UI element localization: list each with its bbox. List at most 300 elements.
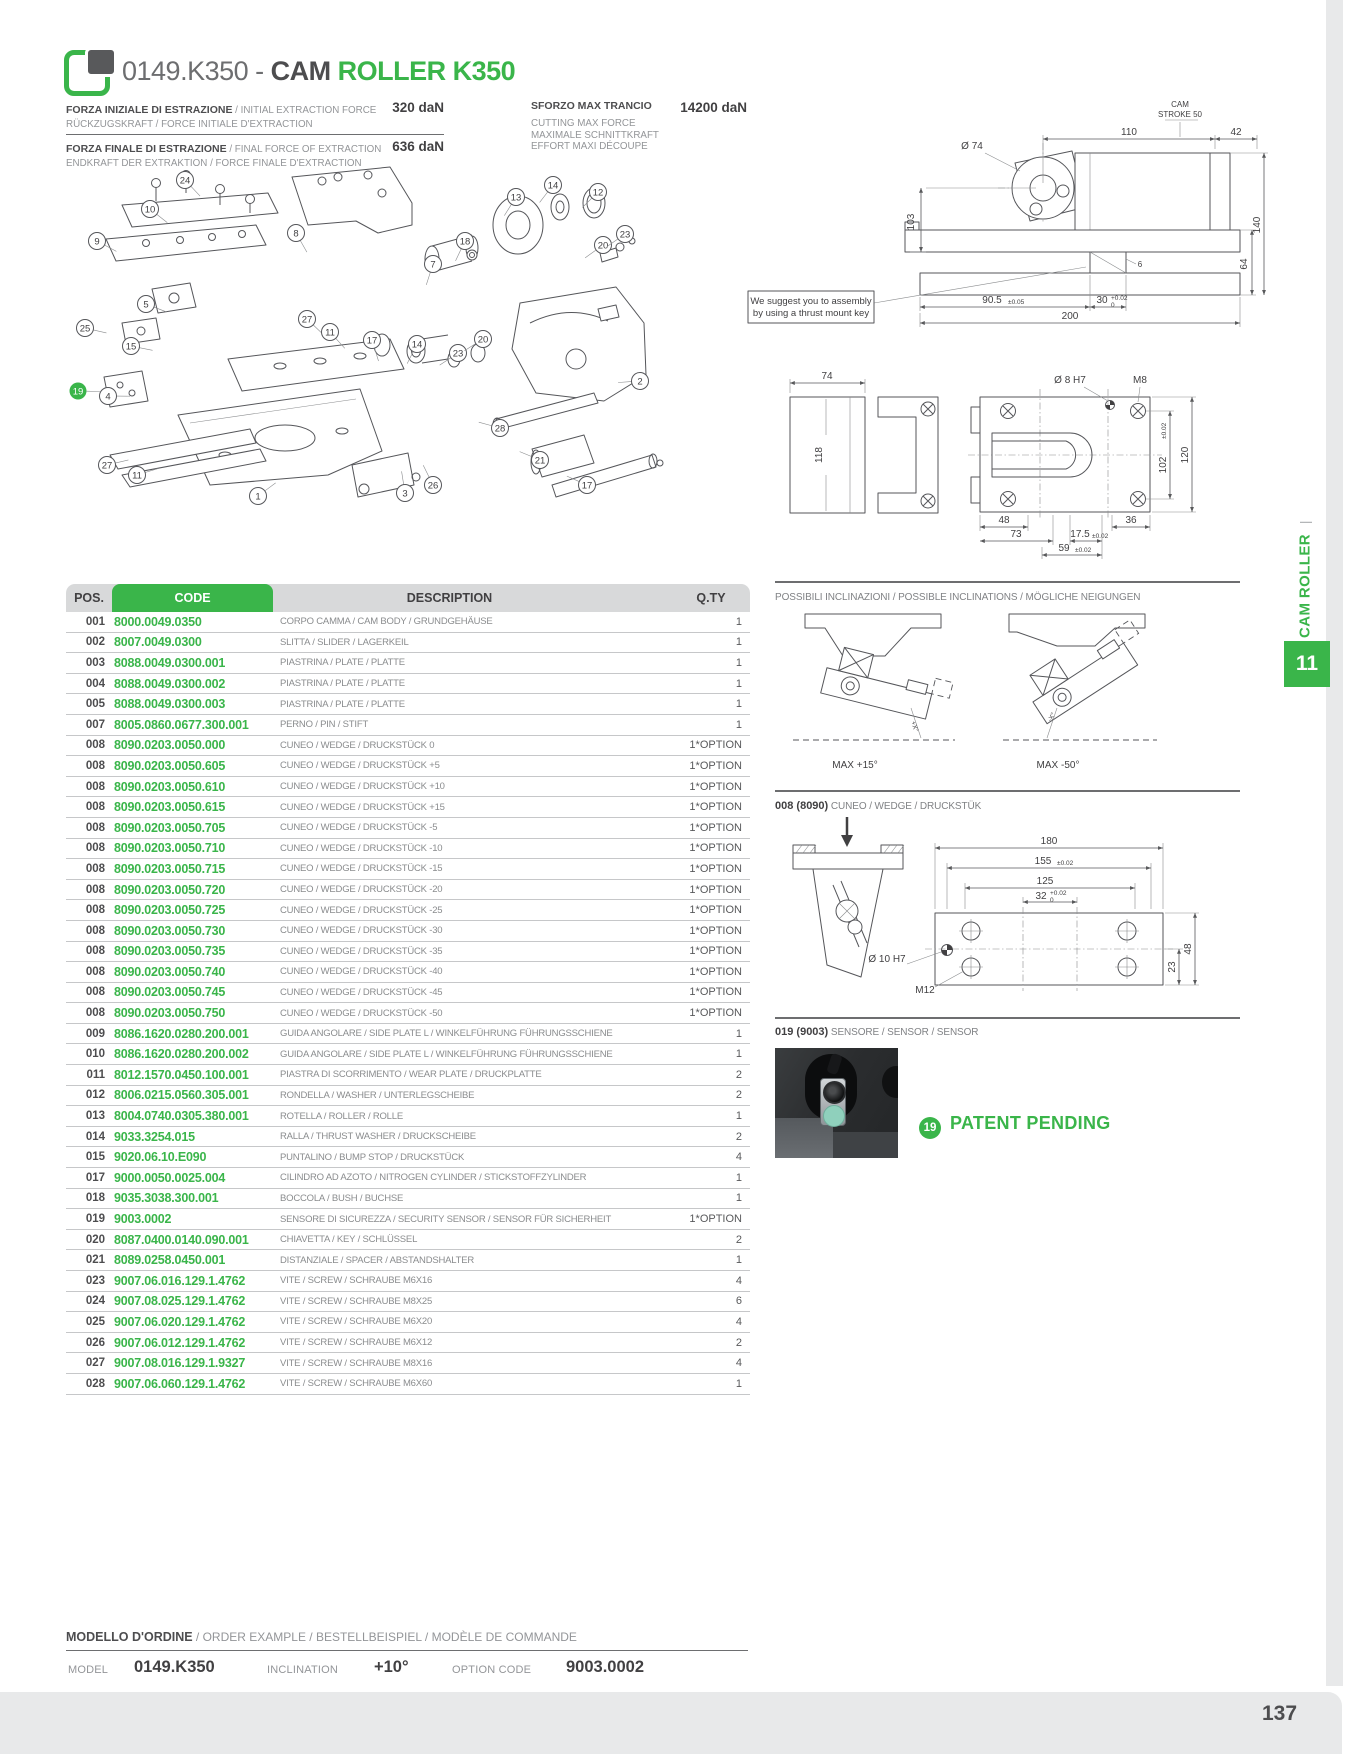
table-row (66, 1250, 750, 1271)
cell-description: RONDELLA / WASHER / UNTERLEGSCHEIBE (280, 1089, 475, 1101)
cell-description: VITE / SCREW / SCHRAUBE M6X12 (280, 1337, 433, 1349)
cell-code: 8090.0203.0050.720 (114, 882, 226, 897)
svg-text:Ø 10 H7: Ø 10 H7 (868, 954, 906, 965)
svg-text:-X°: -X° (1046, 711, 1058, 723)
brand-logo-icon (64, 50, 110, 96)
cell-pos: 018 (85, 1192, 105, 1205)
cell-description: SLITTA / SLIDER / LAGERKEIL (280, 636, 409, 648)
cell-pos: 025 (85, 1315, 105, 1328)
cell-qty: 1*OPTION (689, 986, 742, 999)
header-code: CODE (112, 584, 273, 612)
option-code-label: OPTION CODE (452, 1664, 532, 1676)
cell-code: 8090.0203.0050.730 (114, 923, 226, 938)
order-example-title: MODELLO D'ORDINE / ORDER EXAMPLE / BESTELLBEISPIEL / MODÈLE DE COMMANDE (66, 1630, 577, 1644)
cell-pos: 001 (85, 615, 105, 628)
svg-text:±0.02: ±0.02 (1057, 860, 1074, 867)
table-row (66, 1065, 750, 1086)
cell-code: 8005.0860.0677.300.001 (114, 717, 249, 732)
cell-code: 9007.06.060.129.1.4762 (114, 1376, 246, 1391)
cell-pos: 008 (85, 780, 105, 793)
cell-description: RALLA / THRUST WASHER / DRUCKSCHEIBE (280, 1131, 476, 1143)
table-row (66, 1127, 750, 1148)
page-title: 0149.K350 - CAM ROLLER K350 (122, 56, 516, 86)
table-row (66, 921, 750, 942)
cell-description: CUNEO / WEDGE / DRUCKSTÜCK -20 (280, 884, 443, 896)
cell-description: CUNEO / WEDGE / DRUCKSTÜCK -40 (280, 966, 443, 978)
svg-text:17: 17 (366, 335, 378, 347)
cell-qty: 2 (735, 1233, 742, 1246)
cell-description: PIASTRINA / PLATE / PLATTE (280, 678, 405, 690)
cell-qty: 1 (735, 698, 742, 711)
cell-code: 8086.1620.0280.200.001 (114, 1026, 249, 1041)
svg-text:36: 36 (1125, 515, 1137, 526)
exploded-view-drawing (60, 163, 710, 583)
cell-code: 8090.0203.0050.605 (114, 758, 226, 773)
svg-text:28: 28 (494, 423, 506, 435)
cell-qty: 4 (735, 1315, 742, 1328)
cell-code: 9020.06.10.E090 (114, 1150, 207, 1165)
cell-pos: 008 (85, 1007, 105, 1020)
svg-text:±0.02: ±0.02 (1075, 547, 1092, 554)
cell-pos: 024 (85, 1295, 105, 1308)
extraction-force-specs: FORZA INIZIALE DI ESTRAZIONE / INITIAL EXTRACTION FORCE RÜCKZUGSKRAFT / FORCE INITIALE D'EXTRACTION 320 daN FORZA FINALE DI ESTRAZIONE / FINAL FORCE OF EXTRACTION ENDKRAFT DER EXTRAKTION / FORCE FINALE D'EXTRACTION 636 daN (66, 100, 444, 169)
cell-pos: 003 (85, 656, 105, 669)
sensor-photo (775, 1048, 898, 1158)
option-code-value: 9003.0002 (566, 1658, 644, 1676)
cell-pos: 008 (85, 862, 105, 875)
svg-text:2: 2 (637, 376, 643, 388)
table-row (66, 983, 750, 1004)
initial-force-value: 320 daN (392, 100, 444, 115)
table-row (66, 777, 750, 798)
cell-qty: 6 (735, 1295, 742, 1308)
cell-pos: 008 (85, 924, 105, 937)
table-row (66, 694, 750, 715)
svg-text:30: 30 (1096, 295, 1108, 306)
cell-qty: 4 (735, 1151, 742, 1164)
cell-pos: 008 (85, 945, 105, 958)
cell-qty: 1 (735, 615, 742, 628)
cell-description: PIASTRINA / PLATE / PLATTE (280, 698, 405, 710)
svg-text:9: 9 (94, 236, 100, 248)
cell-code: 8088.0049.0300.003 (114, 697, 226, 712)
cell-code: 8090.0203.0050.715 (114, 861, 226, 876)
sensor-title: 019 (9003) SENSORE / SENSOR / SENSOR (775, 1026, 979, 1038)
cell-code: 8086.1620.0280.200.002 (114, 1047, 249, 1062)
svg-text:8: 8 (293, 228, 299, 240)
svg-text:120: 120 (1180, 446, 1191, 464)
cell-code: 8090.0203.0050.740 (114, 964, 226, 979)
svg-text:6: 6 (1137, 260, 1143, 269)
cell-pos: 004 (85, 677, 105, 690)
svg-text:21: 21 (534, 455, 546, 467)
cell-qty: 1 (735, 1027, 742, 1040)
cell-description: GUIDA ANGOLARE / SIDE PLATE L / WINKELFÜHRUNG FÜHRUNGSSCHIENE (280, 1028, 613, 1040)
cell-qty: 2 (735, 1130, 742, 1143)
cell-pos: 017 (85, 1171, 105, 1184)
table-row (66, 1044, 750, 1065)
model-value: 0149.K350 (134, 1658, 215, 1676)
cell-qty: 1*OPTION (689, 780, 742, 793)
table-row (66, 1374, 750, 1395)
table-row (66, 1189, 750, 1210)
cell-pos: 019 (85, 1213, 105, 1226)
svg-text:48: 48 (1183, 943, 1194, 955)
wedge-drawing (775, 815, 1240, 1015)
cell-pos: 012 (85, 1089, 105, 1102)
cell-qty: 1*OPTION (689, 842, 742, 855)
cell-code: 8006.0215.0560.305.001 (114, 1088, 249, 1103)
cell-pos: 013 (85, 1110, 105, 1123)
svg-text:26: 26 (427, 480, 439, 492)
sensor-green-dot (823, 1105, 845, 1127)
table-row (66, 633, 750, 654)
cell-description: DISTANZIALE / SPACER / ABSTANDSHALTER (280, 1254, 475, 1266)
svg-text:+X°: +X° (909, 720, 920, 733)
cell-code: 8088.0049.0300.001 (114, 655, 226, 670)
cell-code: 9007.08.025.129.1.4762 (114, 1294, 246, 1309)
cell-pos: 008 (85, 801, 105, 814)
cell-code: 8090.0203.0050.610 (114, 779, 226, 794)
svg-text:25: 25 (79, 323, 91, 335)
cell-description: CHIAVETTA / KEY / SCHLÜSSEL (280, 1234, 418, 1246)
svg-text:59: 59 (1058, 543, 1070, 554)
svg-text:11: 11 (132, 470, 142, 482)
cell-pos: 021 (85, 1254, 105, 1267)
cell-description: CUNEO / WEDGE / DRUCKSTÜCK -5 (280, 822, 438, 834)
cell-pos: 011 (86, 1068, 105, 1081)
svg-text:90.5: 90.5 (982, 295, 1002, 306)
svg-text:27: 27 (101, 460, 113, 472)
svg-text:+0.02: +0.02 (1050, 890, 1067, 897)
table-row (66, 900, 750, 921)
cell-qty: 1*OPTION (689, 904, 742, 917)
cell-qty: 1 (735, 718, 742, 731)
max-plus-label: MAX +15° (832, 760, 878, 771)
cell-code: 9000.0050.0025.004 (114, 1170, 226, 1185)
svg-text:Ø 8 H7: Ø 8 H7 (1054, 375, 1086, 386)
table-row (66, 674, 750, 695)
cell-qty: 1*OPTION (689, 801, 742, 814)
cell-pos: 008 (85, 739, 105, 752)
header-qty: Q.TY (696, 591, 726, 605)
cell-description: CUNEO / WEDGE / DRUCKSTÜCK -50 (280, 1007, 443, 1019)
table-row (66, 1003, 750, 1024)
cell-code: 8087.0400.0140.090.001 (114, 1232, 249, 1247)
cell-qty: 1 (735, 1192, 742, 1205)
cell-description: GUIDA ANGOLARE / SIDE PLATE L / WINKELFÜHRUNG FÜHRUNGSSCHIENE (280, 1048, 613, 1060)
table-row (66, 756, 750, 777)
cell-pos: 009 (85, 1027, 105, 1040)
table-row (66, 962, 750, 983)
svg-text:13: 13 (510, 192, 522, 204)
cell-description: PIASTRINA / PLATE / PLATTE (280, 657, 405, 669)
cell-description: CUNEO / WEDGE / DRUCKSTÜCK -45 (280, 986, 443, 998)
parts-table-body (66, 612, 750, 1395)
cell-description: CUNEO / WEDGE / DRUCKSTÜCK -35 (280, 945, 443, 957)
cell-pos: 014 (85, 1130, 105, 1143)
cell-code: 8088.0049.0300.002 (114, 676, 226, 691)
svg-text:CAM: CAM (1171, 100, 1189, 109)
cell-qty: 1*OPTION (689, 862, 742, 875)
cell-description: VITE / SCREW / SCHRAUBE M6X60 (280, 1378, 433, 1390)
front-top-view-drawing (740, 335, 1270, 570)
inclination-label: INCLINATION (267, 1664, 339, 1676)
cell-qty: 1*OPTION (689, 924, 742, 937)
cell-description: ROTELLA / ROLLER / ROLLE (280, 1110, 403, 1122)
table-row (66, 818, 750, 839)
cell-pos: 008 (85, 842, 105, 855)
table-row (66, 942, 750, 963)
cell-pos: 020 (85, 1233, 105, 1246)
table-row (66, 736, 750, 757)
table-row (66, 1353, 750, 1374)
chapter-number-badge: 11 (1284, 641, 1330, 687)
cell-pos: 027 (85, 1357, 105, 1370)
svg-text:14: 14 (547, 180, 559, 192)
svg-text:18: 18 (459, 236, 471, 248)
cell-description: SENSORE DI SICUREZZA / SECURITY SENSOR / SENSOR FÜR SICHERHEIT (280, 1213, 612, 1225)
cell-pos: 023 (85, 1274, 105, 1287)
table-row (66, 839, 750, 860)
cell-description: CUNEO / WEDGE / DRUCKSTÜCK 0 (280, 739, 435, 751)
cell-code: 9033.3254.015 (114, 1129, 195, 1144)
cell-qty: 1*OPTION (689, 1007, 742, 1020)
svg-text:+0.02: +0.02 (1111, 295, 1128, 302)
inclination-value: +10° (374, 1658, 409, 1676)
cell-description: PERNO / PIN / STIFT (280, 719, 369, 731)
cell-description: VITE / SCREW / SCHRAUBE M6X16 (280, 1275, 433, 1287)
cell-qty: 4 (735, 1274, 742, 1287)
cell-code: 8090.0203.0050.735 (114, 944, 226, 959)
cell-qty: 1 (735, 1048, 742, 1061)
cell-qty: 1 (735, 636, 742, 649)
cell-pos: 008 (85, 821, 105, 834)
sidebar-strip (1326, 0, 1343, 1686)
svg-text:14: 14 (411, 339, 423, 351)
cell-pos: 008 (85, 883, 105, 896)
svg-text:103: 103 (906, 213, 917, 231)
cell-qty: 1*OPTION (689, 945, 742, 958)
table-row (66, 1209, 750, 1230)
svg-text:M8: M8 (1133, 375, 1147, 386)
table-row (66, 1168, 750, 1189)
cutting-force-specs: SFORZO MAX TRANCIO 14200 daN CUTTING MAX FORCE MAXIMALE SCHNITTKRAFT EFFORT MAXI DÉCOUPE (531, 100, 747, 152)
balloon-19-badge: 19 (919, 1117, 941, 1139)
svg-text:4: 4 (105, 391, 111, 403)
svg-text:17: 17 (581, 480, 593, 492)
cell-code: 9035.3038.300.001 (114, 1191, 219, 1206)
cell-qty: 1*OPTION (689, 821, 742, 834)
cell-pos: 002 (85, 636, 105, 649)
inclinations-title: POSSIBILI INCLINAZIONI / POSSIBLE INCLINATIONS / MÖGLICHE NEIGUNGEN (775, 592, 1141, 603)
table-row (66, 1292, 750, 1313)
section-divider (775, 790, 1240, 792)
svg-text:73: 73 (1010, 529, 1022, 540)
svg-text:20: 20 (477, 334, 489, 346)
svg-text:125: 125 (1036, 876, 1054, 887)
table-row (66, 797, 750, 818)
svg-text:11: 11 (325, 327, 335, 339)
cell-pos: 026 (85, 1336, 105, 1349)
cell-qty: 1 (735, 1171, 742, 1184)
cell-qty: 1 (735, 656, 742, 669)
cell-description: CUNEO / WEDGE / DRUCKSTÜCK +15 (280, 801, 445, 813)
cell-qty: 1*OPTION (689, 965, 742, 978)
cell-pos: 010 (85, 1048, 105, 1061)
cell-code: 8007.0049.0300 (114, 635, 202, 650)
cell-pos: 005 (85, 698, 105, 711)
product-code: 0149.K350 - (122, 56, 271, 86)
cell-description: VITE / SCREW / SCHRAUBE M6X20 (280, 1316, 433, 1328)
svg-text:1: 1 (255, 491, 261, 503)
cell-description: CUNEO / WEDGE / DRUCKSTÜCK -10 (280, 842, 443, 854)
svg-text:5: 5 (143, 299, 149, 311)
cell-qty: 1 (735, 1377, 742, 1390)
cell-description: VITE / SCREW / SCHRAUBE M8X16 (280, 1357, 433, 1369)
cell-code: 9007.06.016.129.1.4762 (114, 1273, 246, 1288)
footer-bar (0, 1692, 1342, 1754)
final-force-value: 636 daN (392, 139, 444, 154)
table-row (66, 1147, 750, 1168)
svg-text:10: 10 (144, 204, 156, 216)
svg-text:23: 23 (619, 229, 631, 241)
svg-text:0: 0 (1050, 897, 1054, 904)
sidebar-tick: | (1297, 520, 1313, 524)
svg-text:102: 102 (1158, 456, 1169, 474)
table-row (66, 1271, 750, 1292)
cell-qty: 1*OPTION (689, 1213, 742, 1226)
cell-code: 8090.0203.0050.745 (114, 985, 226, 1000)
svg-text:Ø 74: Ø 74 (961, 141, 983, 152)
cell-code: 8000.0049.0350 (114, 614, 202, 629)
cell-pos: 008 (85, 965, 105, 978)
svg-text:23: 23 (1167, 961, 1178, 973)
cell-qty: 2 (735, 1336, 742, 1349)
svg-text:17.5: 17.5 (1070, 529, 1090, 540)
cell-qty: 1 (735, 677, 742, 690)
svg-text:140: 140 (1252, 216, 1263, 234)
cell-description: CUNEO / WEDGE / DRUCKSTÜCK -25 (280, 904, 443, 916)
svg-text:155: 155 (1034, 856, 1052, 867)
table-row (66, 612, 750, 633)
svg-text:74: 74 (821, 371, 833, 382)
section-divider (775, 1017, 1240, 1019)
cell-code: 9007.08.016.129.1.9327 (114, 1356, 246, 1371)
svg-text:64: 64 (1239, 258, 1250, 270)
cell-description: BOCCOLA / BUSH / BUCHSE (280, 1192, 404, 1204)
svg-text:110: 110 (1121, 127, 1137, 138)
cell-qty: 1 (735, 1110, 742, 1123)
cell-qty: 1*OPTION (689, 759, 742, 772)
cell-code: 8012.1570.0450.100.001 (114, 1067, 249, 1082)
cell-code: 8090.0203.0050.705 (114, 820, 226, 835)
cell-qty: 1 (735, 1254, 742, 1267)
svg-text:19: 19 (72, 386, 84, 398)
svg-text:200: 200 (1061, 311, 1079, 322)
cell-code: 8090.0203.0050.710 (114, 841, 226, 856)
cell-description: VITE / SCREW / SCHRAUBE M8X25 (280, 1295, 433, 1307)
cell-qty: 2 (735, 1089, 742, 1102)
cell-description: CUNEO / WEDGE / DRUCKSTÜCK +5 (280, 760, 440, 772)
cell-qty: 1*OPTION (689, 883, 742, 896)
table-row (66, 1312, 750, 1333)
cell-qty: 2 (735, 1068, 742, 1081)
table-row (66, 1086, 750, 1107)
cell-code: 8090.0203.0050.750 (114, 1006, 226, 1021)
svg-text:STROKE 50: STROKE 50 (1157, 110, 1203, 119)
wedge-title: 008 (8090) CUNEO / WEDGE / DRUCKSTÜK (775, 800, 982, 812)
parts-table-header (66, 584, 750, 612)
svg-text:180: 180 (1040, 836, 1058, 847)
svg-text:118: 118 (814, 447, 825, 463)
cell-pos: 008 (85, 904, 105, 917)
svg-text:27: 27 (301, 314, 313, 326)
sidebar-section-label: CAM ROLLER | (1296, 520, 1314, 638)
header-pos: POS. (74, 591, 104, 605)
svg-text:7: 7 (430, 259, 436, 271)
cell-code: 8089.0258.0450.001 (114, 1253, 226, 1268)
cell-description: CUNEO / WEDGE / DRUCKSTÜCK -15 (280, 863, 443, 875)
cell-code: 9003.0002 (114, 1212, 172, 1227)
inclinations-drawing (775, 610, 1240, 780)
cell-pos: 008 (85, 759, 105, 772)
cell-description: CORPO CAMMA / CAM BODY / GRUNDGEHÄUSE (280, 616, 493, 628)
table-row (66, 1230, 750, 1251)
svg-text:3: 3 (402, 488, 408, 500)
cell-code: 8004.0740.0305.380.001 (114, 1109, 249, 1124)
cell-description: CUNEO / WEDGE / DRUCKSTÜCK -30 (280, 925, 443, 937)
assembly-note-line2: by using a thrust mount key (752, 308, 870, 319)
svg-text:M12: M12 (915, 985, 935, 996)
svg-text:42: 42 (1230, 127, 1242, 138)
svg-text:32: 32 (1035, 891, 1047, 902)
table-row (66, 1333, 750, 1354)
sensor-lens (823, 1081, 846, 1104)
svg-text:±0.02: ±0.02 (1092, 533, 1109, 540)
svg-text:12: 12 (592, 187, 604, 199)
cell-code: 8090.0203.0050.615 (114, 800, 226, 815)
cell-code: 9007.06.012.129.1.4762 (114, 1335, 246, 1350)
table-row (66, 880, 750, 901)
cell-pos: 008 (85, 986, 105, 999)
section-divider (775, 581, 1240, 583)
svg-text:±0.02: ±0.02 (1161, 422, 1168, 439)
cell-description: CILINDRO AD AZOTO / NITROGEN CYLINDER / STICKSTOFFZYLINDER (280, 1172, 587, 1184)
svg-text:±0.05: ±0.05 (1008, 299, 1025, 306)
table-row (66, 715, 750, 736)
cell-pos: 028 (85, 1377, 105, 1390)
cell-description: PIASTRA DI SCORRIMENTO / WEAR PLATE / DRUCKPLATTE (280, 1069, 542, 1081)
svg-text:15: 15 (125, 341, 137, 353)
cell-code: 9007.06.020.129.1.4762 (114, 1314, 246, 1329)
table-row (66, 859, 750, 880)
order-rule (66, 1650, 748, 1651)
svg-text:0: 0 (1111, 302, 1115, 309)
cell-code: 8090.0203.0050.000 (114, 738, 226, 753)
table-row (66, 1106, 750, 1127)
svg-text:48: 48 (998, 515, 1010, 526)
svg-text:20: 20 (597, 240, 609, 252)
cell-code: 8090.0203.0050.725 (114, 903, 226, 918)
cell-pos: 015 (85, 1151, 105, 1164)
cell-description: PUNTALINO / BUMP STOP / DRUCKSTÜCK (280, 1151, 465, 1163)
page-number: 137 (1262, 1702, 1298, 1725)
cutting-force-value: 14200 daN (680, 100, 747, 115)
table-row (66, 653, 750, 674)
svg-text:23: 23 (452, 348, 464, 360)
patent-pending-label: PATENT PENDING (950, 1113, 1111, 1133)
